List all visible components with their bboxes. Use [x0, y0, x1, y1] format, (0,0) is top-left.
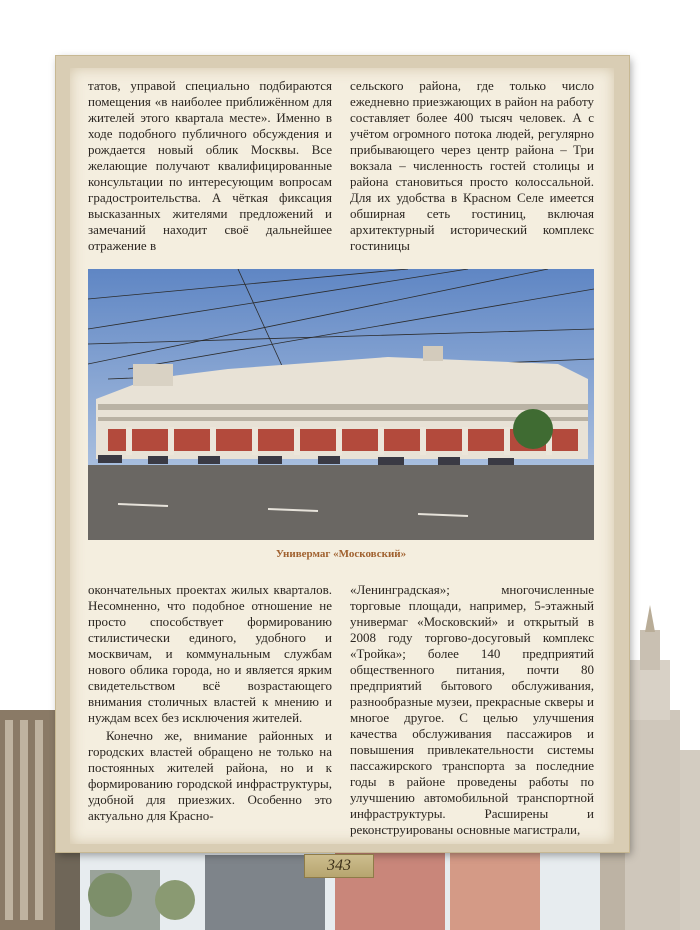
photo-caption: Универмаг «Московский» [275, 548, 407, 560]
paragraph: Конечно же, внимание районных и городских властей обращено не только на постоянных жителей района, но и к формированию городской инфраструктуры, удобной для приезжих. Особенно это актуально для Красно- [88, 728, 332, 823]
paragraph: «Ленинградская»; многочисленные торговые площади, например, 5-этажный универмаг «Московский» и открытый в 2008 году торгово-досуговый комплекс «Тройка»; более 140 предприятий общественного питания, почти 80 предприятий бытового обслуживания, разнообразные музеи, прекрасные скверы и многое другое. С целью улучшения качества обслуживания пассажиров и повышения привлекательности системы пассажирского транспорта за последние годы в районе проведены работы по улучшению автомобильной транспортной инфраструктуры. Расширены и реконструированы основные магистрали, [350, 582, 594, 837]
paragraph: окончательных проектах жилых кварталов. Несомненно, что подобное отношение не просто способствует формированию стилистически единого, удобного и москвичам, и коммунальным службам нового облика города, но и является ярким свидетельством всё возрастающего внимания столичных властей к мнению и нуждам всех без исключения жителей. [88, 582, 332, 725]
text-column-top-right [350, 78, 594, 254]
page-number: 343 [304, 854, 374, 878]
text-column-bottom-left [88, 582, 332, 824]
department-store-photo [88, 269, 594, 540]
paragraph: сельского района, где только число ежедневно приезжающих в район на работу составляет более 400 тысяч человек. А с учётом огромного потока людей, регулярно прибывающего через центр района – Три вокзала – численность гостей столицы и района становиться просто колоссальной. Для их удобства в Красном Селе имеется обширная сеть гостиниц, включая архитектурный исторический комплекс гостиницы [350, 78, 594, 253]
paragraph: татов, управой специально подбираются помещения «в наиболее приближённом для жителей этого квартала месте». Именно в ходе подобного публичного обсуждения и рождается новый облик Москвы. Все желающие получают квалифицированные консультации по интересующим вопросам градостроительства. А чёткая фиксация высказанных жителями предложений и замечаний находит своё дальнейшее отражение в [88, 78, 332, 253]
text-column-bottom-right [350, 582, 594, 838]
text-column-top-left [88, 78, 332, 254]
